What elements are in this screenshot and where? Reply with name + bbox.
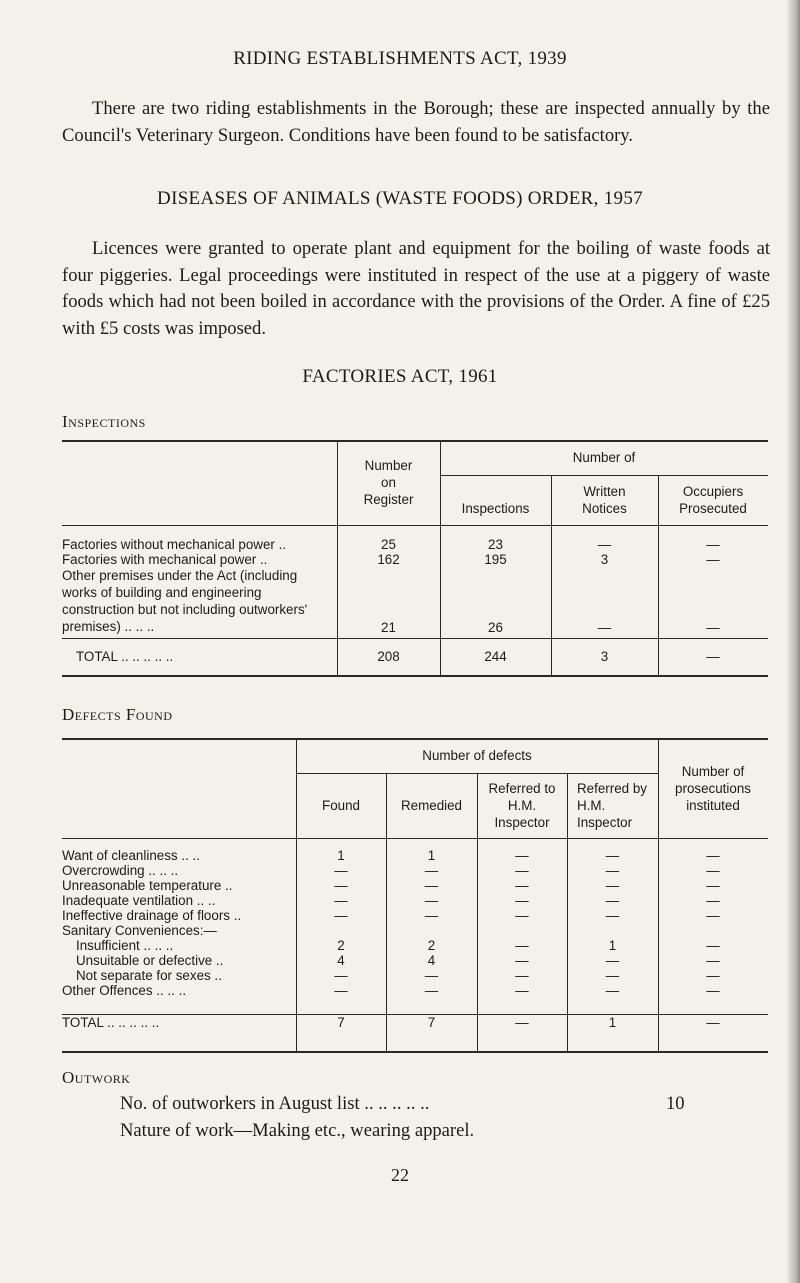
diseases-paragraph — [62, 236, 770, 342]
header-remedied: Remedied — [400, 798, 463, 813]
row-label: Want of cleanliness .. .. — [62, 848, 200, 863]
defects-bottom-rule — [62, 1051, 768, 1053]
cell-found: — — [334, 863, 348, 878]
total-referred-to: — — [515, 1015, 529, 1030]
cell-written-notices: — — [597, 620, 612, 635]
factories-heading: FACTORIES ACT, 1961 — [302, 366, 498, 387]
row-label: Insufficient .. .. .. — [76, 938, 174, 953]
row-label: Factories with mechanical power .. — [62, 552, 268, 567]
cell-prosecutions: — — [706, 953, 720, 968]
cell-referred-by: — — [605, 953, 620, 968]
riding-text: There are two riding establishments in the Borough; these are inspected annually by the Council's Veterinary Surgeon. Conditions have been found to be satisfactory. — [62, 98, 770, 146]
inspections-bottom-rule — [62, 675, 768, 677]
cell-referred-by: — — [605, 878, 620, 893]
riding-heading: RIDING ESTABLISHMENTS ACT, 1939 — [233, 48, 567, 69]
page-number: 22 — [391, 1165, 409, 1185]
cell-referred-by: 1 — [608, 938, 617, 953]
cell-inspections: 23 — [488, 537, 503, 552]
row-label: Not separate for sexes .. — [76, 968, 222, 983]
riding-paragraph — [62, 96, 770, 149]
diseases-text: Licences were granted to operate plant and equipment for the boiling of waste foods at four piggeries. Legal proceedings were instituted in respect of the use at a piggery of waste foods which had not been boiled in accordance with the provisions of the Order. A fine of £25 with £5 costs was imposed. — [62, 238, 770, 339]
cell-prosecutions: — — [706, 908, 720, 923]
cell-found — [296, 923, 386, 938]
cell-referred-to: — — [515, 893, 529, 908]
cell-found: 4 — [337, 953, 345, 968]
cell-remedied: — — [424, 908, 439, 923]
total-occupiers: — — [706, 648, 720, 664]
cell-found: 2 — [337, 938, 345, 953]
cell-referred-to: — — [515, 953, 529, 968]
outwork-nature-line: Nature of work—Making etc., wearing apparel. — [120, 1120, 475, 1141]
header-referred-to: Referred to H.M. Inspector — [488, 781, 556, 830]
cell-remedied — [386, 923, 477, 938]
cell-referred-by: — — [605, 893, 620, 908]
cell-referred-to: — — [515, 938, 529, 953]
cell-occupiers: — — [706, 537, 720, 552]
total-register: 208 — [377, 648, 400, 664]
header-prosecutions: Number of prosecutions instituted — [675, 763, 751, 813]
cell-referred-to: — — [515, 968, 529, 983]
cell-prosecutions: — — [706, 983, 720, 998]
cell-prosecutions: — — [706, 938, 720, 953]
cell-remedied: — — [424, 863, 439, 878]
total-label: TOTAL .. .. .. .. .. — [76, 648, 174, 664]
cell-referred-by: — — [605, 848, 620, 863]
outwork-count-line: No. of outworkers in August list .. .. .. .. .. — [120, 1093, 430, 1114]
cell-written-notices: — — [597, 537, 612, 552]
cell-prosecutions: — — [706, 968, 720, 983]
cell-remedied: 4 — [427, 953, 436, 968]
cell-prosecutions: — — [706, 848, 720, 863]
cell-prosecutions: — — [706, 878, 720, 893]
header-number-of: Number of — [572, 450, 636, 465]
cell-register: 162 — [377, 552, 400, 567]
cell-remedied: 2 — [427, 938, 436, 953]
row-label: Other Offences .. .. .. — [62, 983, 187, 998]
header-found: Found — [322, 798, 360, 813]
total-remedied: 7 — [427, 1015, 436, 1030]
cell-found: 1 — [337, 848, 345, 863]
cell-inspections: 26 — [488, 620, 503, 635]
row-label: Overcrowding .. .. .. — [62, 863, 179, 878]
cell-remedied: — — [424, 878, 439, 893]
page-edge-shadow — [786, 0, 800, 1283]
defects-label: Defects Found — [62, 705, 173, 724]
total-prosecutions: — — [706, 1015, 720, 1030]
cell-referred-to: — — [515, 863, 529, 878]
cell-referred-to: — — [515, 983, 529, 998]
row-label: Unreasonable temperature .. — [62, 878, 233, 893]
row-label: Inadequate ventilation .. .. — [62, 893, 216, 908]
cell-referred-by: — — [605, 983, 620, 998]
cell-referred-by — [567, 923, 658, 938]
defects-table — [62, 738, 768, 1041]
header-referred-by: Referred by H.M. Inspector — [577, 781, 647, 830]
cell-register: 21 — [381, 620, 396, 635]
header-number-of-defects: Number of defects — [422, 748, 532, 763]
cell-remedied: — — [424, 983, 439, 998]
cell-referred-by: — — [605, 863, 620, 878]
row-label: Unsuitable or defective .. — [76, 953, 224, 968]
cell-occupiers: — — [706, 552, 720, 567]
diseases-heading: DISEASES OF ANIMALS (WASTE FOODS) ORDER, 1957 — [157, 188, 643, 209]
inspections-label: Inspections — [62, 412, 146, 431]
outwork-label: Outwork — [62, 1068, 131, 1087]
cell-referred-by: — — [605, 908, 620, 923]
total-label: TOTAL .. .. .. .. .. — [62, 1015, 160, 1030]
total-inspections: 244 — [484, 648, 507, 664]
cell-prosecutions: — — [706, 863, 720, 878]
cell-found: — — [334, 983, 348, 998]
cell-referred-to: — — [515, 848, 529, 863]
row-label: Sanitary Conveniences:— — [62, 923, 217, 938]
cell-inspections: 195 — [484, 552, 507, 567]
cell-referred-to: — — [515, 908, 529, 923]
row-label: Other premises under the Act (including works of building and engineering construction but not including outworkers' premises) .. .. .. — [62, 568, 308, 634]
header-occupiers-prosecuted: Occupiers Prosecuted — [679, 484, 747, 516]
header-number-on-register: Number on Register — [363, 458, 414, 507]
header-written-notices: Written Notices — [582, 484, 627, 516]
cell-found: — — [334, 893, 348, 908]
cell-found: — — [334, 878, 348, 893]
cell-written-notices: 3 — [600, 552, 609, 567]
cell-prosecutions: — — [706, 893, 720, 908]
outwork-count-value: 10 — [666, 1093, 685, 1114]
cell-remedied: 1 — [427, 848, 436, 863]
header-inspections: Inspections — [461, 501, 530, 516]
cell-referred-by: — — [605, 968, 620, 983]
cell-remedied: — — [424, 968, 439, 983]
cell-prosecutions — [658, 923, 768, 938]
cell-register: 25 — [381, 537, 396, 552]
inspections-table — [62, 440, 768, 673]
cell-found: — — [334, 908, 348, 923]
row-label: Ineffective drainage of floors .. — [62, 908, 242, 923]
total-written-notices: 3 — [600, 648, 609, 664]
total-found: 7 — [337, 1015, 345, 1030]
total-referred-by: 1 — [608, 1015, 617, 1030]
cell-referred-to: — — [515, 878, 529, 893]
row-label: Factories without mechanical power .. — [62, 537, 287, 552]
cell-occupiers: — — [706, 620, 720, 635]
cell-found: — — [334, 968, 348, 983]
cell-referred-to — [477, 923, 567, 938]
cell-remedied: — — [424, 893, 439, 908]
